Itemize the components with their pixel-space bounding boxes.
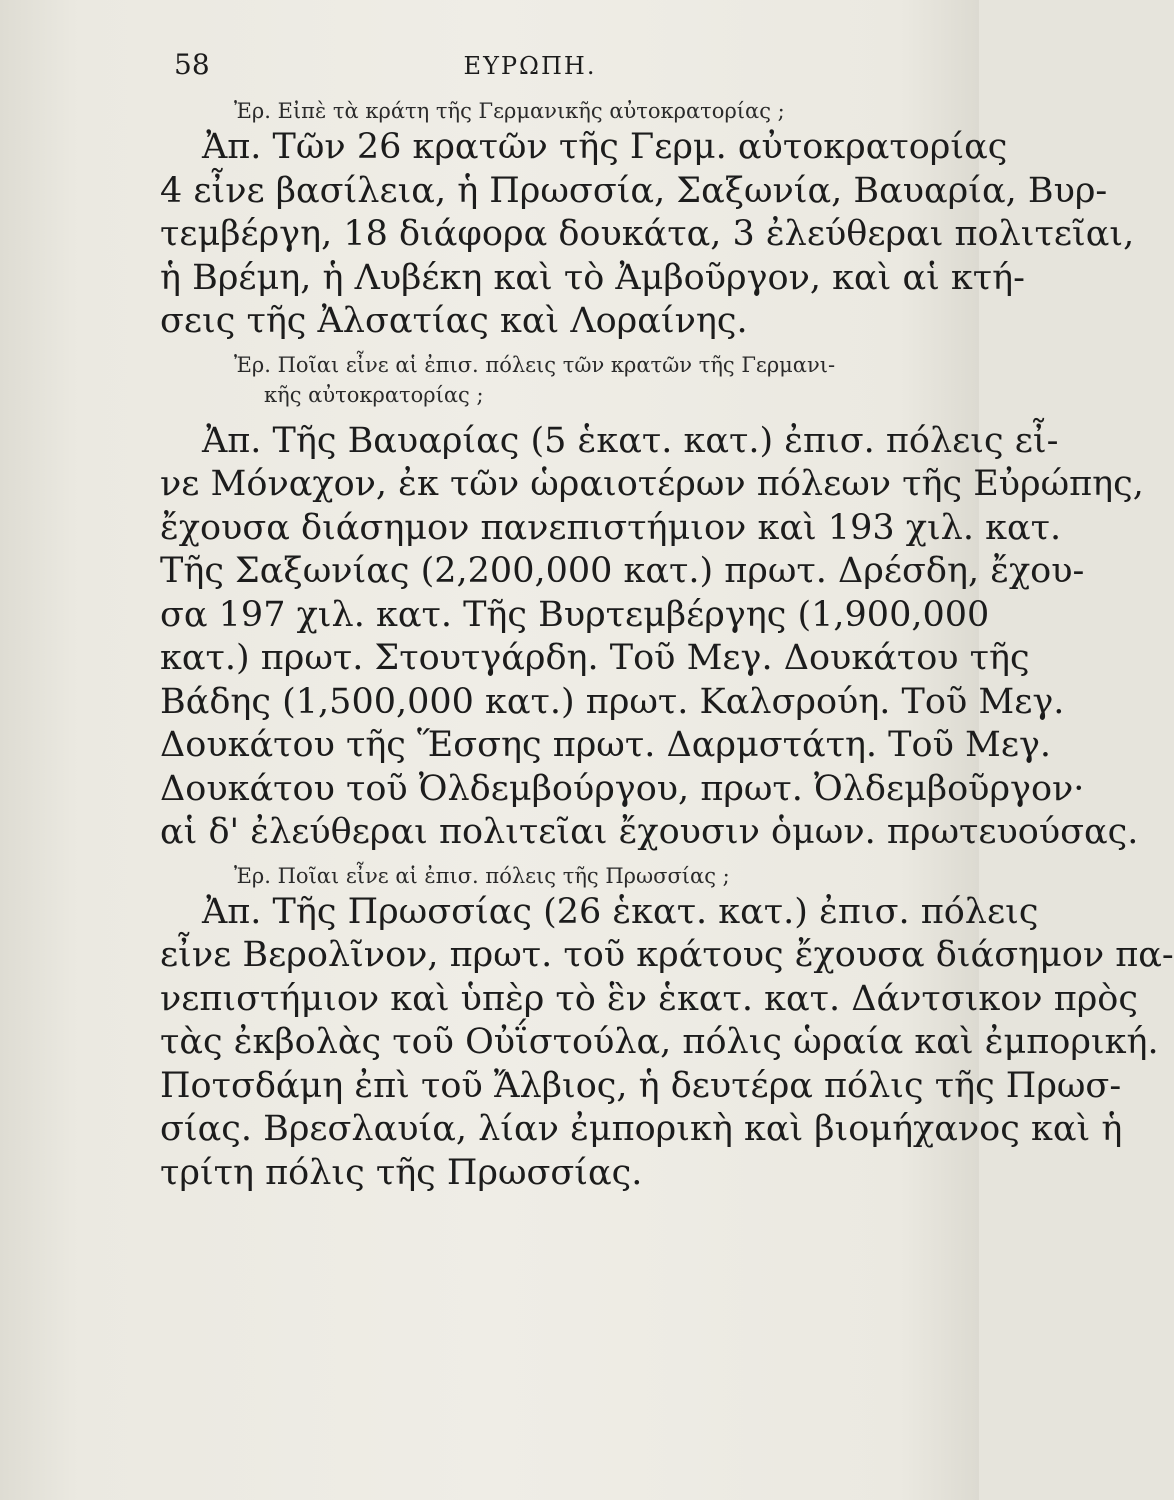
text-line: νε Μόναχον, ἐκ τῶν ὡραιοτέρων πόλεων τῆς Εὐρώπης, xyxy=(160,464,1144,504)
question-3 xyxy=(160,861,890,891)
text-line: ἡ Βρέμη, ἡ Λυβέκη καὶ τὸ Ἀμβοῦργον, καὶ αἱ κτή- xyxy=(160,257,1025,298)
text-line: κατ.) πρωτ. Στουτγάρδη. Τοῦ Μεγ. Δουκάτου τῆς xyxy=(160,638,1030,678)
page-body xyxy=(160,96,1174,1195)
text-line: σεις τῆς Ἀλσατίας καὶ Λοραίνης. xyxy=(160,301,748,341)
text-line: Ἀπ. Τῶν 26 κρατῶν τῆς Γερμ. αὐτοκρατορίας xyxy=(202,127,1008,167)
answer-1 xyxy=(160,126,1135,344)
text-line: εἶνε Βερολῖνον, πρωτ. τοῦ κράτους ἔχουσα διάσημον πα- xyxy=(160,935,1174,975)
text-line: Ἐρ. Εἰπὲ τὰ κράτη τῆς Γερμανικῆς αὐτοκρατορίας ; xyxy=(234,99,785,123)
text-line: τεμβέργη, 18 διάφορα δουκάτα, 3 ἐλεύθεραι πολιτεῖαι, xyxy=(160,214,1135,254)
text-line: Ποτσδάμη ἐπὶ τοῦ Ἄλβιος, ἡ δευτέρα πόλις τῆς Πρωσ- xyxy=(160,1065,1122,1106)
text-line: Ἐρ. Ποῖαι εἶνε αἱ ἐπισ. πόλεις τῶν κρατῶν τῆς Γερμανι- xyxy=(234,352,836,377)
text-line: Βάδης (1,500,000 κατ.) πρωτ. Καλσρούη. Τοῦ Μεγ. xyxy=(160,681,1065,722)
text-line: Δουκάτου τῆς Ἕσσης πρωτ. Δαρμστάτη. Τοῦ Μεγ. xyxy=(160,725,1051,765)
text-line: κῆς αὐτοκρατορίας ; xyxy=(264,382,484,407)
text-line: Ἀπ. Τῆς Πρωσσίας (26 ἑκατ. κατ.) ἐπισ. πόλεις xyxy=(202,891,1039,932)
text-line: Ἀπ. Τῆς Βαυαρίας (5 ἑκατ. κατ.) ἐπισ. πόλεις εἶ- xyxy=(202,420,1059,461)
running-title: ΕΥΡΩΠΗ. xyxy=(463,52,597,80)
text-line: Τῆς Σαξωνίας (2,200,000 κατ.) πρωτ. Δρέσδη, ἔχου- xyxy=(160,551,1085,591)
text-line: Δουκάτου τοῦ Ὀλδεμβούργου, πρωτ. Ὀλδεμβοῦργον· xyxy=(160,768,1085,809)
text-line: σα 197 χιλ. κατ. Τῆς Βυρτεμβέργης (1,900,000 xyxy=(160,594,990,635)
text-line: Ἐρ. Ποῖαι εἶνε αἱ ἐπισ. πόλεις τῆς Πρωσσίας ; xyxy=(234,863,730,888)
text-line: τρίτη πόλις τῆς Πρωσσίας. xyxy=(160,1152,643,1193)
page-header xyxy=(170,48,890,88)
text-line: σίας. Βρεσλαυία, λίαν ἐμπορικὴ καὶ βιομήχανος καὶ ἡ xyxy=(160,1109,1123,1149)
text-line: ἔχουσα διάσημον πανεπιστήμιον καὶ 193 χιλ. κατ. xyxy=(160,507,1062,548)
question-1 xyxy=(160,96,890,126)
question-2 xyxy=(160,350,890,410)
text-line: νεπιστήμιον καὶ ὑπὲρ τὸ ἓν ἑκατ. κατ. Δάντσικον πρὸς xyxy=(160,978,1138,1019)
answer-2 xyxy=(160,420,1144,855)
text-line: τὰς ἐκβολὰς τοῦ Οὐΐστούλα, πόλις ὡραία καὶ ἐμπορική. xyxy=(160,1022,1159,1062)
page-number: 58 xyxy=(174,48,210,81)
text-line: 4 εἶνε βασίλεια, ἡ Πρωσσία, Σαξωνία, Βαυαρία, Βυρ- xyxy=(160,170,1108,211)
text-line: αἱ δ' ἐλεύθεραι πολιτεῖαι ἔχουσιν ὁμων. πρωτευούσας. xyxy=(160,812,1139,852)
answer-3 xyxy=(160,891,1174,1196)
